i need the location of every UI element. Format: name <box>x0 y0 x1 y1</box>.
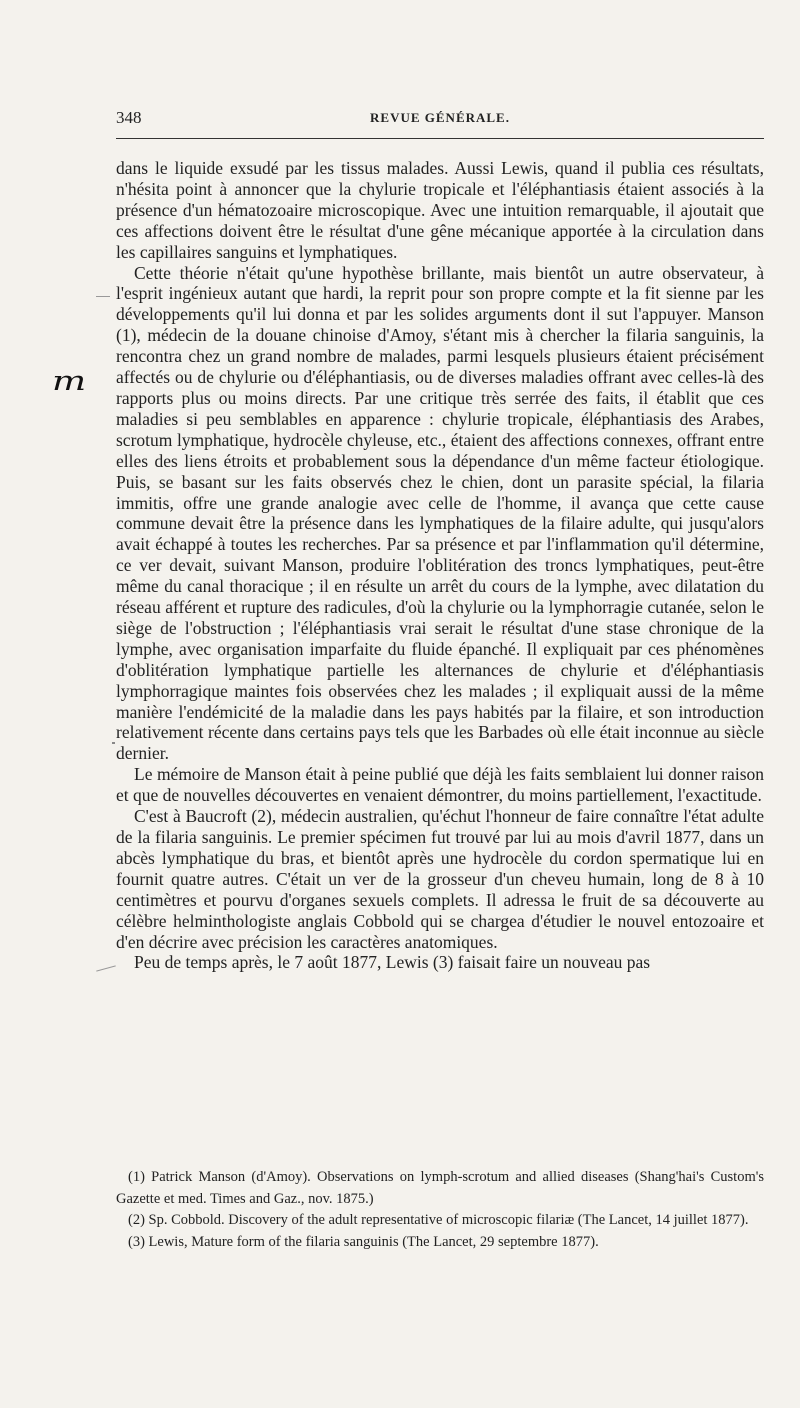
page-number: 348 <box>116 108 142 127</box>
margin-pencil-mark <box>112 742 115 744</box>
paragraph: Peu de temps après, le 7 août 1877, Lewis (3) faisait faire un nouveau pas <box>134 952 651 973</box>
paragraph: Cette théorie n'était qu'une hypothèse brillante, mais bientôt un autre observateur, à l'esprit ingénieux autant que hardi, la reprit pour son propre compte et la fit sienne par les développements qu'il lui donna et par les solides arguments dont il sut l'appuyer. Manson (1), médecin de la douane chinoise d'Amoy, s'étant mis à chercher la filaria sanguinis, la rencontra chez un grand nombre de malades, parmi lesquels plusieurs étaient précisément affectés ou de chylurie ou d'éléphantiasis, ou de diverses maladies offrant avec celles-là des rapports plus ou moins directs. Par une critique très serrée des faits, il établit que ces maladies si peu semblables en apparence : chylurie tropicale, éléphantiasis des Arabes, scrotum lymphatique, hydrocèle chyleuse, etc., étaient des affections connexes, offrant entre elles des liens étroits et probablement sous la dépendance d'un même facteur étiologique. Puis, se basant sur les faits observés chez le chien, dont un parasite spécial, la filaria immitis, offre une grande analogie avec celle de l'homme, il avança que cette cause commune devait être la présence dans les lymphatiques de la filaire adulte, qui jusqu'alors avait échappé à toutes les recherches. Par sa présence et par l'inflammation qu'il détermine, ce ver devait, suivant Manson, produire l'oblitération des troncs lymphatiques, peut-être même du canal thoracique ; il en résulte un arrêt du cours de la lymphe, avec dilatation du réseau afférent et rupture des radicules, d'où la chylurie ou la lymphorragie cutanée, selon le siège de l'obstruction ; l'éléphantiasis vrai serait le résultat d'une stase chronique de la lymphe, avec organisation imparfaite du fluide épanché. Il expliquait par ces phénomènes d'oblitération lymphatique partielle les alternances de chylurie et d'éléphantiasis lymphorragique maintes fois observées chez les malades ; il expliquait aussi de la même manière l'endémicité de la maladie dans les pays habités par la filaire, et son introduction relativement récente dans certains pays tels que les Barbades où elle était inconnue au siècle dernier. <box>116 262 764 764</box>
paragraph: dans le liquide exsudé par les tissus malades. Aussi Lewis, quand il publia ces résultats, n'hésita point à annoncer que la chylurie tropicale et l'éléphantiasis étaient associés à la présence d'un hématozoaire microscopique. Avec une intuition remarquable, il ajoutait que ces affections doivent être le résultat d'une gêne mécanique apportée à la circulation dans les capillaires sanguins et lymphatiques. <box>116 158 764 262</box>
margin-pencil-mark <box>96 296 110 297</box>
footnote: (1) Patrick Manson (d'Amoy). Observations on lymph-scrotum and allied diseases (Shang'hai's Custom's Gazette et med. Times and Gaz., nov. 1875.) <box>116 1169 764 1207</box>
margin-pencil-mark <box>96 965 116 971</box>
running-head: REVUE GÉNÉRALE. <box>370 110 510 125</box>
header-rule <box>116 138 764 139</box>
paragraph: C'est à Baucroft (2), médecin australien, qu'échut l'honneur de faire connaître l'état adulte de la filaria sanguinis. Le premier spécimen fut trouvé par lui au mois d'avril 1877, dans un abcès lymphatique du bras, et bientôt après une hydrocèle du cordon spermatique lui en fournit quatre autres. C'était un ver de la grosseur d'un cheveu humain, long de 8 à 10 centimètres et pourvu d'organes sexuels complets. Il adressa le fruit de sa découverte au célèbre helminthologiste anglais Cobbold qui se chargea d'étudier le nouvel entozoaire et d'en décrire avec précision les caractères anatomiques. <box>116 806 764 952</box>
footnotes <box>116 1167 764 1253</box>
page-header <box>116 108 764 128</box>
margin-handwritten-annotation: m <box>52 366 87 397</box>
paragraph: Le mémoire de Manson était à peine publié que déjà les faits semblaient lui donner raison et que de nouvelles découvertes en venaient démontrer, du moins partiellement, l'exactitude. <box>116 764 764 806</box>
footnote: (2) Sp. Cobbold. Discovery of the adult representative of microscopic filariæ (The Lancet, 14 juillet 1877). <box>128 1212 749 1228</box>
body-text <box>116 158 764 973</box>
footnote: (3) Lewis, Mature form of the filaria sanguinis (The Lancet, 29 septembre 1877). <box>128 1233 599 1250</box>
